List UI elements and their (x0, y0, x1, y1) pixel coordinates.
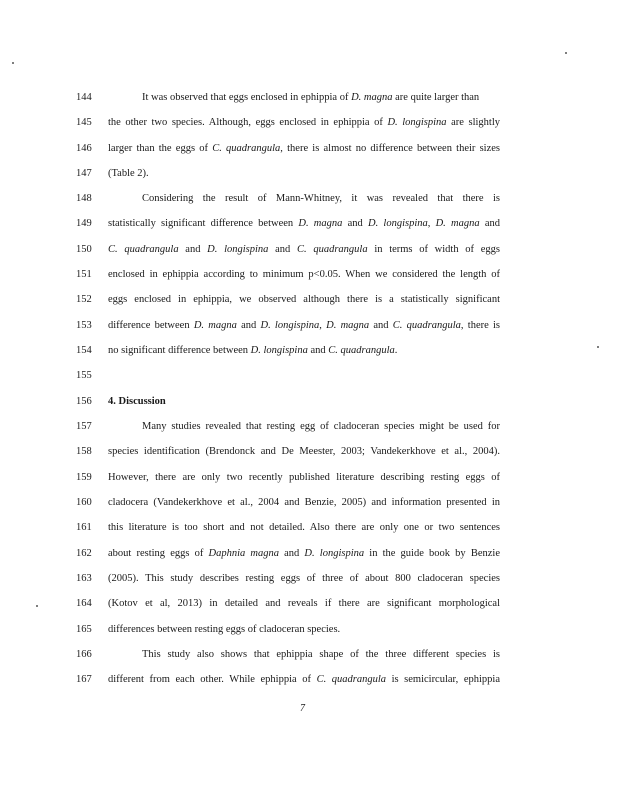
text-run: and (307, 345, 329, 356)
text-line (108, 648, 500, 662)
text-run: It was observed that eggs enclosed in ephippia of (142, 92, 352, 103)
text-run: enclosed in ephippia according to minimum p<0.05. When we considered the length of (108, 269, 500, 280)
text-line (108, 547, 500, 561)
text-line (108, 192, 500, 206)
text-run: , (427, 218, 436, 229)
text-run: (2005). This study describes resting eggs of three of about 800 cladoceran species (108, 573, 500, 584)
text-line (108, 597, 500, 611)
line-number: 144 (76, 92, 92, 103)
text-line (108, 142, 500, 156)
line-number: 162 (76, 548, 92, 559)
text-run: statistically significant difference between (108, 218, 299, 229)
line-number: 156 (76, 396, 92, 407)
italic-taxon-text: Daphnia magna (208, 548, 279, 559)
line-number: 164 (76, 598, 92, 609)
text-run: are quite larger than (392, 92, 480, 103)
text-line (108, 344, 500, 358)
text-run: Considering the result of Mann-Whitney, it was revealed that there is (142, 193, 500, 204)
text-run: larger than the eggs of (108, 143, 213, 154)
text-line (108, 116, 500, 130)
text-run: , (319, 320, 327, 331)
italic-taxon-text: C. quadrangula (392, 320, 461, 331)
line-number: 152 (76, 294, 92, 305)
text-run: species identification (Brendonck and De Meester, 2003; Vandekerkhove et al., 2004). (108, 446, 500, 457)
text-line (108, 471, 500, 485)
line-number: 157 (76, 421, 92, 432)
text-run: and (268, 244, 298, 255)
line-number: 154 (76, 345, 92, 356)
text-line (108, 319, 500, 333)
italic-taxon-text: C. quadrangula (297, 244, 368, 255)
text-run: different from each other. While ephippia of (108, 674, 317, 685)
page-number: 7 (300, 703, 305, 714)
text-run: the other two species. Although, eggs enclosed in ephippia of (108, 117, 388, 128)
italic-taxon-text: D. magna (435, 218, 480, 229)
line-number: 148 (76, 193, 92, 204)
text-line (108, 268, 500, 282)
text-run: cladocera (Vandekerkhove et al., 2004 and Benzie, 2005) and information presented in (108, 497, 500, 508)
italic-taxon-text: C. quadrangula (328, 345, 395, 356)
text-line (108, 217, 500, 231)
text-run: and (479, 218, 500, 229)
italic-taxon-text: D. magna (351, 92, 393, 103)
text-line (108, 572, 500, 586)
line-number: 161 (76, 522, 92, 533)
text-line (108, 521, 500, 535)
text-run: in terms of width of eggs (367, 244, 500, 255)
italic-taxon-text: D. magna (326, 320, 370, 331)
text-run: this literature is too short and not detailed. Also there are only one or two sentences (108, 522, 500, 533)
line-number: 150 (76, 244, 92, 255)
text-run: , there is (460, 320, 501, 331)
scan-speck (597, 346, 599, 348)
text-run: differences between resting eggs of cladoceran species. (108, 624, 341, 635)
line-number: 145 (76, 117, 92, 128)
text-line (108, 420, 500, 434)
italic-taxon-text: D. longispina (387, 117, 447, 128)
italic-taxon-text: C. quadrangula (212, 143, 281, 154)
text-run: and (278, 548, 305, 559)
line-number: 167 (76, 674, 92, 685)
text-run: , there is almost no difference between their sizes (280, 143, 500, 154)
text-run: However, there are only two recently published literature describing resting eggs of (108, 472, 500, 483)
line-number: 155 (76, 370, 92, 381)
text-line (108, 167, 500, 181)
scan-speck (12, 62, 14, 64)
text-line (108, 496, 500, 510)
text-run: and (342, 218, 368, 229)
italic-taxon-text: C. quadrangula (108, 244, 179, 255)
line-number: 159 (76, 472, 92, 483)
line-number: 149 (76, 218, 92, 229)
italic-taxon-text: D. longispina (367, 218, 428, 229)
line-number: 163 (76, 573, 92, 584)
line-number: 160 (76, 497, 92, 508)
line-number: 151 (76, 269, 92, 280)
scan-speck (565, 52, 567, 54)
line-number: 153 (76, 320, 92, 331)
italic-taxon-text: D. magna (193, 320, 237, 331)
line-number: 166 (76, 649, 92, 660)
line-number: 158 (76, 446, 92, 457)
italic-taxon-text: D. longispina (304, 548, 365, 559)
line-number: 165 (76, 624, 92, 635)
text-line (108, 293, 500, 307)
text-run: eggs enclosed in ephippia, we observed although there is a statistically significant (108, 294, 500, 305)
italic-taxon-text: D. longispina (260, 320, 320, 331)
italic-taxon-text: D. magna (298, 218, 343, 229)
text-run: difference between (108, 320, 194, 331)
heading-text: 4. Discussion (108, 396, 166, 407)
text-run: and (178, 244, 208, 255)
text-run: is semicircular, ephippia (386, 674, 500, 685)
italic-taxon-text: D. longispina (207, 244, 269, 255)
text-line (108, 673, 500, 687)
text-line (108, 243, 500, 257)
text-run: (Table 2). (108, 168, 149, 179)
line-number: 147 (76, 168, 92, 179)
text-run: are slightly (446, 117, 501, 128)
text-run: about resting eggs of (108, 548, 209, 559)
text-run: in the guide book by Benzie (364, 548, 500, 559)
text-run: and (236, 320, 261, 331)
text-line (108, 623, 500, 637)
italic-taxon-text: D. longispina (250, 345, 308, 356)
text-run: and (369, 320, 393, 331)
section-heading (108, 395, 500, 409)
text-line (108, 445, 500, 459)
line-number: 146 (76, 143, 92, 154)
text-run: (Kotov et al, 2013) in detailed and reveals if there are significant morphological (108, 598, 500, 609)
text-run: . (394, 345, 398, 356)
text-run: no significant difference between (108, 345, 251, 356)
italic-taxon-text: C. quadrangula (316, 674, 387, 685)
text-run: Many studies revealed that resting egg of cladoceran species might be used for (142, 421, 500, 432)
scan-speck (36, 605, 38, 607)
text-run: This study also shows that ephippia shape of the three different species is (142, 649, 500, 660)
text-line (108, 91, 500, 105)
